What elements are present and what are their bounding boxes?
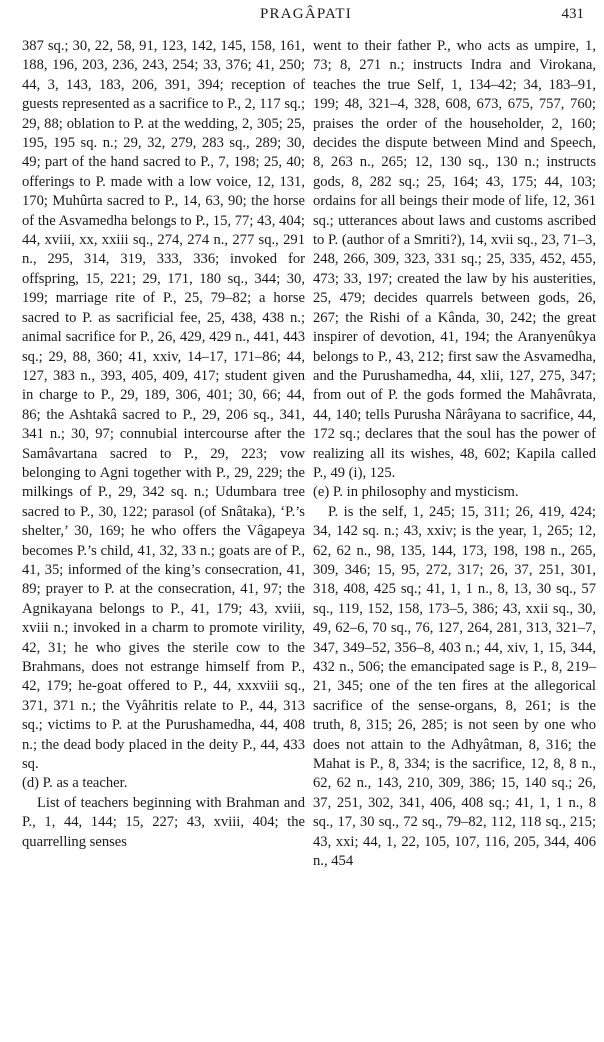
left-entry-teachers: List of teachers beginning with Brahman and P., 1, 44, 144; 15, 227; 43, xviii, 404; the quarrelling senses (22, 794, 305, 850)
text-columns (22, 37, 596, 871)
right-entry-philosophy: P. is the self, 1, 245; 15, 311; 26, 419, 424; 34, 142 sq. n.; 43, xxiv; is the year, 1, 265; 12, 62, 62 n., 98, 135, 144, 173, 198, 198 n., 265, 309, 346; 15, 95, 272, 317; 26, 37, 251, 301, 318, 408, 425 sq.; 41, 1, 1 n., 8, 13, 30 sq., 57 sq., 119, 152, 158, 173–5, 386; 43, xxii sq., 30, 49, 62–6, 70 sq., 76, 127, 264, 281, 313, 321–7, 347, 349–52, 356–8, 403 n.; 44, xiv, 1, 15, 344, 432 n., 506; the emancipated sage is P., 8, 219–21, 345; one of the ten fires at the allegorical sacrifice of the sense-organs, 8, 261; is the truth, 8, 315; 26, 285; is not seen by one who does not attain to the Adhyâtman, 8, 316; the Mahat is P., 8, 334; is the sacrifice, 12, 8, 8 n., 62, 62 n., 143, 210, 309, 386; 15, 140 sq.; 26, 37, 251, 302, 341, 406, 408 sq.; 41, 1, 1 n., 8 sq., 17, 30 sq., 72 sq., 79–82, 112, 118 sq., 215; 43, xxi; 44, 1, 22, 105, 107, 116, 205, 344, 406 n., 454 (313, 503, 596, 870)
right-column (313, 37, 596, 871)
running-head: PRAGÂPATI (260, 6, 352, 22)
page-header (22, 3, 590, 27)
left-column (22, 37, 305, 871)
section-heading-philosophy: (e) P. in philosophy and mysticism. (313, 484, 519, 501)
left-entry-continuation: 387 sq.; 30, 22, 58, 91, 123, 142, 145, 158, 161, 188, 196, 203, 236, 243, 254; 33, 376; 41, 250; 44, 3, 143, 183, 206, 391, 394; reception of guests represented as a sacrifice to P., 2, 117 sq.; 29, 88; oblation to P. at the wedding, 2, 305; 25, 195, 195 sq. n.; 29, 32, 279, 283 sq., 289; 30, 49; part of the hand sacred to P., 7, 198; 25, 40; offerings to P. made with a low voice, 12, 131, 170; Muhûrta sacred to P., 14, 63, 90; the horse of the Asvamedha belongs to P., 15, 77; 43, 404; 44, xviii, xx, xxiii sq., 274, 274 n., 277 sq., 291 n., 295, 314, 319, 333, 336; invoked for offspring, 15, 221; 29, 171, 180 sq., 344; 30, 199; marriage rite of P., 25, 79–82; a horse sacred to P. as sacrificial fee, 25, 438, 438 n.; animal sacrifice for P., 26, 429, 429 n., 441, 443 sq.; 29, 88, 360; 41, xxiv, 14–17, 171–86; 44, 127, 383 n., 393, 405, 409, 417; student given in charge to P., 29, 189, 306, 401; 30, 66; 44, 86; the Ashtakâ sacred to P., 29, 206 sq., 341, 341 n.; 30, 97; connubial intercourse after the Samâvartana sacred to P., 29, 223; vow belonging to Agni together with P., 29, 229; the milkings of P., 29, 342 sq. n.; Udumbara tree sacred to P., 30, 122; parasol (of Snâtaka), ‘P.’s shelter,’ 30, 169; he who offers the Vâgapeya becomes P.’s child, 41, 32, 33 n.; goats are of P., 41, 35; informed of the king’s consecration, 41, 89; prayer to P. at the consecration, 41, 97; the Agnikayana belongs to P., 41, 179; 43, xviii, xviii n.; invoked in a charm to promote virility, 42, 31; he who gives the sterile cow to the Brahmans, does not estrange himself from P., 42, 179; he-goat offered to P., 44, xxxviii sq., 371, 371 n.; the Vyâhritis relate to P., 44, 313 sq.; victims to P. at the Purushamedha, 44, 408 n.; the dead body placed in the deity P., 44, 433 sq. (22, 38, 305, 773)
right-entry-continuation: went to their father P., who acts as umpire, 1, 73; 8, 271 n.; instructs Indra and Virokana, teaches the true Self, 1, 134–42; 34, 183–91, 199; 48, 321–4, 328, 608, 673, 675, 757, 760; praises the order of the householder, 2, 160; decides the dispute between Mind and Speech, 8, 263 n., 265; 12, 130 sq., 130 n.; instructs gods, 8, 282 sq.; 25, 164; 43, 175; 44, 103; ordains for all beings their mode of life, 12, 361 sq.; utterances about laws and customs ascribed to P. (author of a Smriti?), 14, xvii sq., 23, 71–3, 248, 266, 309, 323, 331 sq.; 25, 335, 452, 455, 473; 33, 197; created the law by his austerities, 25, 479; decides quarrels between gods, 26, 267; the Rishi of a Kânda, 30, 242; the great inspirer of devotion, 41, 194; the Aranyenûkya belongs to P., 43, 212; first saw the Asvamedha, and the Purushamedha, 44, xlii, 127, 275, 347; from out of P. the gods formed the Mahâvrata, 44, 140; tells Purusha Nârâyana to sacrifice, 44, 172 sq.; declares that the soul has the power of realizing all its wishes, 48, 602; Kapila called P., 49 (i), 125. (313, 38, 596, 481)
page-number: 431 (561, 6, 584, 22)
section-heading-teacher: (d) P. as a teacher. (22, 775, 128, 792)
